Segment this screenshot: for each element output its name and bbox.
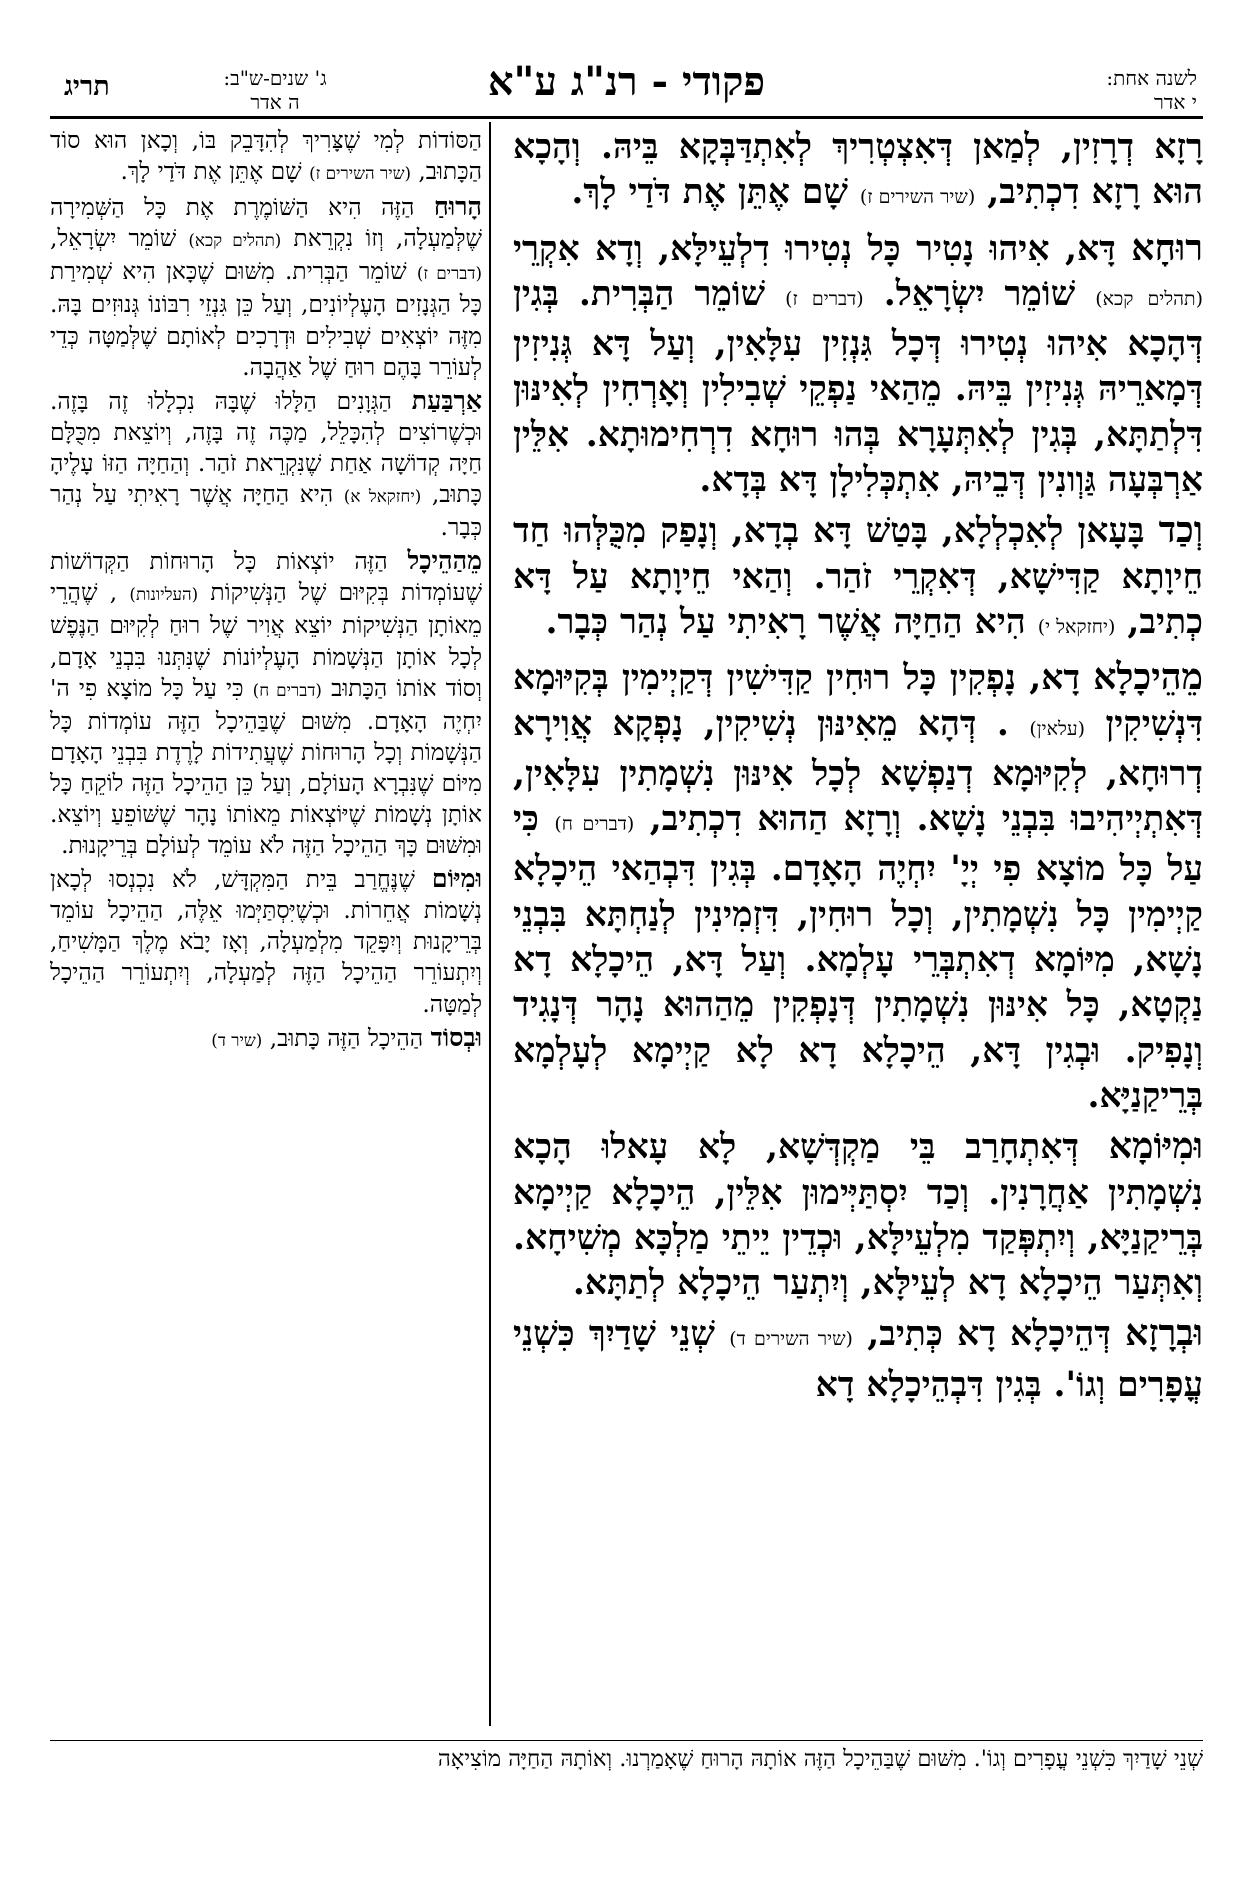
translation-text: שֶׁנֶּחֱרַב בֵּית הַמִּקְדָּשׁ, לֹא נִכְנְסוּ לְכָאן נְשָׁמוֹת אֲחֵרוֹת. וּכְשֶׁיִּסְתַּיְּמוּ אֵלֶּה, הַהֵיכָל עוֹמֵד בְּרֵיקָנוּת וְיִפָּקֵד מִלְמַעְלָה, וְאָז יָבֹא מֶלֶךְ הַמָּשִׁיחַ, וְיִתְעוֹרֵר הַהֵיכָל הַזֶּה לְמַעְלָה, וְיִתְעוֹרֵר הַהֵיכָל לְמַטָּה. [50,866,482,1018]
paragraph-lead-word: וּבְרָזָא [1125,1311,1203,1355]
translation-text: הַגְּוָנִים הַלָּלוּ שֶׁבָּהּ נִכְלָלוּ זֶה בָּזֶה. וּכְשֶׁרוֹצִים לְהִכָּלֵל, מַכֶּה זֶה בָּזֶה, וְיוֹצֵאת מִכֻּלָּם חַיָּה קְדוֹשָׁה אַחַת שֶׁנִּקְרֵאת זֹהַר. וְהַחַיָּה הַזּוֹ עָלֶיהָ כָּתוּב, [50,387,482,509]
paragraph-lead-word: וְכַד [1158,508,1203,552]
source-reference: (דברים ז) [416,263,482,284]
translation-paragraph-3 [50,385,482,543]
verse-quote: שׁוֹמֵר יִשְׂרָאֵל. [883,273,1076,314]
paragraph-lead-word: וּמִיּוֹמָא [1108,1124,1203,1168]
main-text: דְּהֵיכָלָא דָא כְּתִיב, [867,1314,1111,1355]
main-text: רָזָא דְרָזִין, לְמַאן דְּאִצְטְרִיךְ לְאִתְדַּבְּקָא בֵּיהּ. וְהָכָא הוּא רָזָא דִכְתִיב, [513,127,1203,213]
main-paragraph-2 [513,225,1203,504]
source-reference: (שיר השירים ז) [309,163,411,184]
main-paragraph-4 [513,654,1203,1119]
verse-quote: שְׁנֵי שָׁדַיִךְ כִּשְׁנֵי עֳפָרִים וְגוֹ'. בְּגִין דִּבְהֵיכָלָא דָא [513,1314,1203,1405]
verse-quote: שָׁם אֶתֵּן אֶת דֹּדַי לָךְ. [571,172,848,213]
source-reference: (העליונות) [129,584,199,605]
schedule-one-year [1017,66,1197,114]
main-text: שׁוֹמֵר הַבְּרִית. בְּגִין דְּהָכָא אִיהוּ נְטִירוּ דְּכָל גִּנְזִין עִלָּאִין, וְעַל דָּא גְּנִיזִין דְּמָארֵיהּ גְּנִיזִין בֵּיהּ. מֵהַאי נַפְקֵי שְׁבִילִין וְאָרְחִין לְאִינּוּן דִּלְתַתָּא, בְּגִין לְאִתְּעָרָא בְּהוּ רוּחָא דִרְחִימוּתָא. אִלֵּין אַרְבְּעָה גַּוְונִין דְּבֵיהּ, אִתְכְּלִילָן דָּא בְּדָא. [513,273,1203,501]
translation-paragraph-2 [50,191,482,383]
source-reference: (שיר ד) [211,1029,263,1050]
main-text: כִּי עַל כָּל מוֹצָא פִי יְיָ' יִחְיֶה הָאָדָם. בְּגִין דִּבְהַאי הֵיכָלָא קַיְימִין כָּל נִשְׁמָתִין, וְכָל רוּחִין, דִּזְמִינִין לְנַחְתָּא בִּבְנֵי נָשָׁא, מִיּוֹמָא דְאִתְבְּרֵי עָלְמָא. וְעַל דָּא, הֵיכָלָא דָא נַקְטָא, כָּל אִינּוּן נִשְׁמָתִין דְּנָפְקִין מֵהַהוּא נָהָר דְּנָגִיד וְנָפִיק. וּבְגִין דָּא, הֵיכָלָא דָא לָא קַיְימָא לְעָלְמָא בְּרֵיקַנַיָּא. [513,799,1203,1116]
translation-text: הַזֶּה יוֹצְאוֹת כָּל הָרוּחוֹת הַקְּדוֹשׁוֹת שֶׁעוֹמְדוֹת בְּקִיּוּם שֶׁל הַנְּשִׁיקוֹת [50,548,482,607]
translation-paragraph-1 [50,125,482,189]
main-text: דָא, נָפְקִין כָּל רוּחִין קַדִּישִׁין דְּקַיְימִין בְּקִיּוּמָא דִּנְשִׁיקִין [513,658,1203,744]
schedule-one-year-date: י אדר [1153,90,1197,114]
translation-paragraph-5 [50,863,482,1019]
translation-text: הַהֵיכָל הַזֶּה כָּתוּב, [269,1024,424,1052]
verse-quote: שָׁם אֶתֵּן אֶת דֹּדַי לָךְ. [120,158,302,186]
main-paragraph-6 [513,1310,1203,1408]
header-rule [50,116,1203,119]
translation-text: כִּי עַל כָּל מוֹצָא פִי ה' יִחְיֶה הָאָדָם. מִשּׁוּם שֶׁבַּהֵיכָל הַזֶּה עוֹמְדוֹת כָּל הַנְּשָׁמוֹת וְכָל הָרוּחוֹת שֶׁעֲתִידוֹת לָרֶדֶת בִּבְנֵי הָאָדָם מִיּוֹם שֶׁנִּבְרָא הָעוֹלָם, וְעַל כֵּן הַהֵיכָל הַזֶּה לוֹקֵחַ כָּל אוֹתָן נְשָׁמוֹת שֶׁיּוֹצְאוֹת מֵאוֹתוֹ נָהָר שֶׁשּׁוֹפֵעַ וְיוֹצֵא. וּמִשּׁוּם כָּךְ הַהֵיכָל הַזֶּה לֹא עוֹמֵד לְעוֹלָם בְּרֵיקָנוּת. [50,674,482,860]
source-reference: (דברים ז) [785,287,864,310]
source-reference: (שיר השירים ד) [729,1328,853,1351]
page-title: פקודי - רנ"ג ע"א [487,58,766,105]
paragraph-lead-word: רוּחָא [1131,225,1203,269]
main-paragraph-1 [513,125,1203,221]
source-reference: (תהלים קכא) [188,230,282,251]
translation-paragraph-4 [50,545,482,861]
paragraph-lead-word: מֵהֵיכָלָא [1093,655,1203,699]
main-text: . דְּהָא מֵאִינּוּן נְשִׁיקִין, נָפְקָא אֲוִירָא דְרוּחָא, לְקִיּוּמָא דְנַפְשָׁא לְכָל אִינּוּן נִשְׁמָתִין עִלָּאִין, דְּאִתְיְיהִיבוּ בִּבְנֵי נָשָׁא. וְרָזָא הַהוּא דִכְתִיב, [513,703,1203,840]
column-divider [489,122,491,1726]
main-text: דְּאִתְחָרַב בֵּי מַקְדְּשָׁא, לָא עָאלוּ הָכָא נִשְׁמָתִין אַחֲרָנִין. וְכַד יִסְתַּיְּימוּן אִלֵּין, הֵיכָלָא קַיְימָא בְּרֵיקַנַיָּא, וְיִתְפְּקַד מִלְעֵילָּא, וּכְדֵין יֵיתֵי מַלְכָּא מְשִׁיחָא. וְאִתְּעַר הֵיכָלָא דָא לְעֵילָּא, וְיִתְעַר הֵיכָלָא לְתַתָּא. [513,1127,1203,1304]
paragraph-lead-word: אַרְבַּעַת [411,384,482,415]
main-paragraph-5 [513,1123,1203,1306]
paragraph-lead-word: מֵהַהֵיכָל [407,545,482,576]
translation-text: הַזֶּה הִיא הַשּׁוֹמֶרֶת אֶת כָּל הַשְּׁמִירָה שֶׁלְּמַעְלָה, וְזוֹ נִקְרֵאת [50,194,482,253]
main-paragraph-3 [513,507,1203,650]
schedule-one-year-label: לשנה אחת: [1106,66,1197,90]
page-number: תריג [64,71,110,102]
translation-text: הַסּוֹדוֹת לְמִי שֶׁצָּרִיךְ לְהִדָּבֵק בּוֹ, וְכָאן הוּא סוֹד הַכָּתוּב, [50,127,482,186]
translation-paragraph-6 [50,1022,482,1056]
page-header [50,56,1203,114]
main-text: דָּא, אִיהוּ נָטִיר כָּל נְטִירוּ דִלְעֵילָּא, וְדָא אִקְרֵי [513,228,1116,269]
source-reference: (יחזקאל א) [343,486,422,507]
paragraph-lead-word: וּמִיּוֹם [431,863,482,894]
paragraph-lead-word: וּבְסוֹד [430,1021,482,1052]
source-reference: (שיר השירים ז) [859,186,976,209]
translation-text: , שֶׁהֲרֵי מֵאוֹתָן הַנְּשִׁיקוֹת יוֹצֵא אֲוִיר שֶׁל רוּחַ לְקִיּוּם הַנֶּפֶשׁ לְכָל אוֹתָן הַנְּשָׁמוֹת הָעֶלְיוֹנוֹת שֶׁנִּתְּנוּ בִּבְנֵי אָדָם, וְסוֹד אוֹתוֹ הַכָּתוּב [50,579,482,702]
main-text: בָּעָאן לְאִכְלְלָא, בָּטַשׁ דָּא בְדָא, וְנָפַק מִכֻּלְּהוּ חַד חֵיוָתָא קַדִּישָׁא, דְּאִקְרֵי זֹהַר. וְהַאי חֵיוָתָא עַל דָּא כְתִיב, [513,511,1203,642]
verse-quote: שׁוֹמֵר יִשְׂרָאֵל, [50,225,177,253]
translation-text: שׁוֹמֵר הַבְּרִית. מִשּׁוּם שֶׁכָּאן הִיא שְׁמִירַת כָּל הַגְּנָזִים הָעֶלְיוֹנִים, וְעַל כֵּן גִּנְזֵי רִבּוֹנוֹ גְּנוּזִים בָּהּ. מִזֶּה יוֹצְאִים שְׁבִילִים וּדְרָכִים לְאוֹתָם שֶׁלְּמַטָּה כְּדֵי לְעוֹרֵר בָּהֶם רוּחַ שֶׁל אַהֲבָה. [50,258,482,381]
source-reference: (דברים ח) [554,813,635,836]
verse-quote: הִיא הַחַיָּה אֲשֶׁר רָאִיתִי עַל נְהַר כְּבָר. [50,481,482,542]
main-text-column [513,125,1203,1735]
source-reference: (דברים ח) [252,679,322,700]
schedule-three-years-label: ג' שנים-ש"ב: [223,66,327,90]
footer-rule [50,1740,1203,1741]
footer-continuation: שְׁנֵי שָׁדַיִךְ כִּשְׁנֵי עֳפָרִים וְגוֹ'. מִשּׁוּם שֶׁבַּהֵיכָל הַזֶּה אוֹתָהּ הָרוּחַ שֶׁאָמַרְנוּ. וְאוֹתָהּ הַחַיָּה מוֹצִיאָה [437,1746,1203,1772]
verse-quote: הִיא הַחַיָּה אֲשֶׁר רָאִיתִי עַל נְהַר כְּבָר. [545,601,1026,642]
paragraph-lead-word: הָרוּחַ [433,191,482,222]
schedule-three-years-date: ה אדר [250,90,300,114]
source-reference: (יחזקאל י) [1037,615,1116,638]
source-reference: (עלאין) [1029,717,1085,740]
source-reference: (תהלים קכא) [1095,287,1203,310]
translation-column [50,125,482,1735]
